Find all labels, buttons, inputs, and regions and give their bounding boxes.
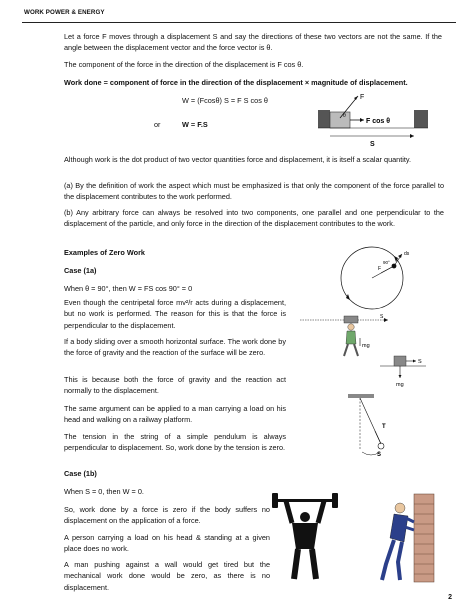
case-1a-equation: When θ = 90°, then W = FS cos 90° = 0 [64,284,193,293]
walker-head [348,324,354,330]
disp-label: S [370,141,375,148]
box-s-label: S [418,359,422,365]
case-1a-heading: Case (1a) [64,266,97,275]
tension-arrow [375,431,381,444]
centripetal-text: Even though the centripetal force mv²/r acts during a displacement, but no work is performed. The reason for this is that the force is perpendicular to the displacement. [64,298,286,330]
angle-label: θ [343,113,346,119]
point-b: (b) Any arbitrary force can always be resolved into two components, one parallel and one perpendicular to the displacement of the particle, and only force in the direction of the displacement contributes to the work. [64,208,444,229]
pusher-head [395,503,405,513]
lifter-torso [292,523,318,549]
intro-paragraph: Let a force F moves through a displacement S and say the directions of these two vectors are not the same. If the angle between the displacement vector and the force vector is θ. [64,32,442,53]
walker-body [346,331,356,344]
load-box [344,316,358,323]
page-number: 2 [448,594,452,601]
work-equation-scalar: W = (Fcosθ) S = F S cos θ [182,96,268,105]
pendulum-s-label: S [377,452,382,458]
lifter-legs [294,549,316,579]
standing-text: A person carrying a load on his head & standing at a given place does no work. [64,533,270,554]
or-label: or [154,120,161,129]
force-block-figure [318,92,436,148]
box-mg-arrowhead [399,375,402,378]
case-1b-equation: When S = 0, then W = 0. [64,487,144,496]
displacement-arrowhead [384,318,388,322]
barbell-plate-right [332,493,338,508]
no-displacement-text: So, work done by a force is zero if the body suffers no displacement on the application of a force. [64,505,270,526]
pendulum-support [348,394,374,398]
component-label: F cos θ [366,118,391,125]
weightlifter-figure [272,493,338,581]
walker-mg-label: mg [362,343,370,349]
centripetal-arrow [381,266,394,273]
box-mg-label: mg [396,382,404,388]
pusher-legs [382,540,402,580]
point-a: (a) By the definition of work the aspect which must be emphasized is that only the component of the force parallel to the displacement contributes to the work performed. [64,181,444,202]
circular-motion-figure [334,240,418,312]
block [330,112,350,128]
ds-label: ds [404,251,410,257]
component-arrowhead [360,118,364,122]
both-forces-text: This is because both the force of gravity and the reaction act normally to the displacement. [64,375,286,396]
man-load-text: The same argument can be applied to a man carrying a load on his head and walking on a railway platform. [64,404,286,425]
right-wall [414,110,428,128]
brick-wall [414,494,434,582]
zero-work-heading: Examples of Zero Work [64,248,145,257]
header-title: WORK POWER & ENERGY [24,9,105,16]
force-component-text: The component of the force in the direction of the displacement is F cos θ. [64,60,304,69]
case-1b-heading: Case (1b) [64,469,97,478]
walker-leg-left [344,344,348,356]
centripetal-force-label: F [378,266,382,272]
wall-text: A man pushing against a wall would get tired but the mechanical work done would be zero, as there is no displacement. [64,560,270,592]
lifter-head [300,512,310,522]
scalar-note: Although work is the dot product of two vector quantities force and displacement, it is itself a scalar quantity. [64,155,412,164]
pendulum-text: The tension in the string of a simple pendulum is always perpendicular to displacement. So, work done by the tension is zero. [64,432,286,453]
barbell-plate-left [272,493,278,508]
left-wall [318,110,330,128]
sliding-box [394,356,406,366]
walker-leg-right [354,344,358,356]
walker-s-label: S [380,314,384,320]
orbit-arrow-2 [346,294,350,300]
pendulum-figure [340,394,404,466]
work-equation-vector: W = F.S [182,120,208,129]
force-label: F [360,94,365,101]
work-definition: Work done = component of force in the direction of the displacement × magnitude of displacement. [64,78,408,87]
sliding-box-figure [380,350,428,392]
tension-label: T [382,424,386,430]
man-pushing-wall-figure [380,492,436,584]
sliding-text: If a body sliding over a smooth horizontal surface. The work done by the force of gravity and the reaction of the surface will be zero. [64,337,286,358]
box-disp-arrowhead [413,360,416,363]
disp-arrowhead [410,134,414,138]
right-angle-label: 90° [383,260,390,265]
force-arrowhead [354,96,358,100]
